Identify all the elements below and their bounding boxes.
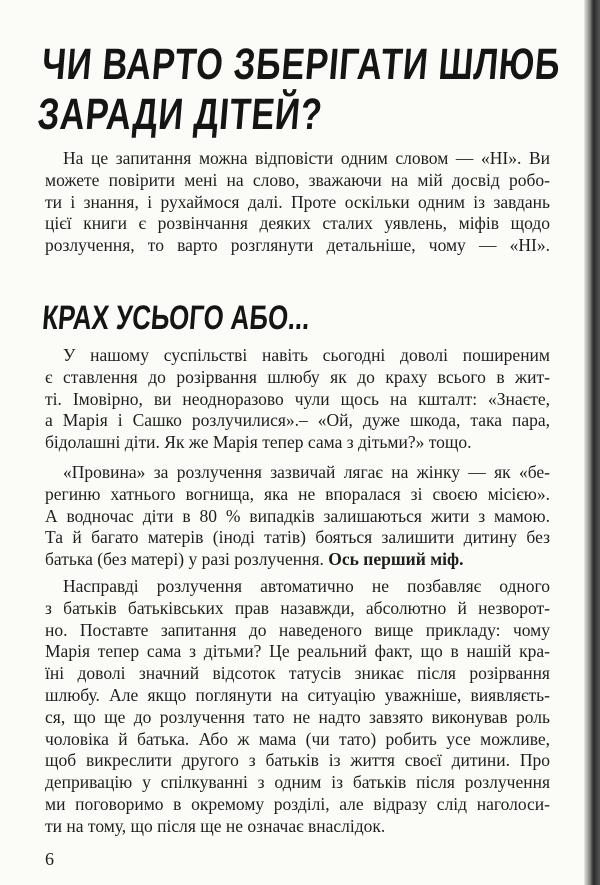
page-number: 6 — [45, 849, 54, 869]
page-edge-shadow — [584, 0, 600, 885]
text-line: региню хатнього вогнища, яка не впоралася зі своєю місією». — [45, 483, 550, 504]
text-line: Насправді розлучення автоматично не позбавляє одного — [63, 576, 550, 596]
text-line: «Провина» за розлучення зазвичай лягає на жінку — як «бе- — [63, 462, 550, 482]
text-line: а Марія і Сашко розлучилися».– «Ой, дуже шкода, така пара, — [45, 410, 550, 431]
text-line: можете повірити мені на слово, зважаючи на мій досвід робо- — [45, 169, 550, 190]
paragraph-blame — [45, 462, 550, 571]
text-line: ми поговоримо в окремому розділі, але відразу слід наголоси- — [45, 793, 550, 814]
text-line: Марія тепер сама з дітьми? Це реальний факт, що в нашій кра- — [45, 641, 550, 662]
paragraph-society — [45, 345, 550, 454]
text-line: цієї книги є розвінчання деяких сталих уявлень, міфів щодо — [45, 213, 550, 234]
text-line: ти і знання, і рухаймося далі. Проте оскільки одним із завдань — [45, 191, 550, 212]
text-line: На це запитання можна відповісти одним словом — «НІ». Ви — [63, 148, 550, 168]
paragraph-intro — [45, 148, 550, 257]
text-line: ся, що ще до розлучення тато не надто завзято виконував роль — [45, 706, 550, 727]
text-line: У нашому суспільстві навіть сьогодні доволі поширеним — [63, 345, 550, 365]
text-line: но. Поставте запитання до наведеного вище прикладу: чому — [45, 619, 550, 640]
text-line: розлучення, то варто розглянути детальніше, чому — «НІ». — [45, 235, 550, 256]
chapter-title-line: ЗАРАДИ ДІТЕЙ? — [35, 90, 325, 139]
text-line: бідолашні діти. Як же Марія тепер сама з дітьми?» тощо. — [45, 432, 472, 453]
text-line: їні доволі значний відсоток татусів зникає після розірвання — [45, 663, 550, 684]
text-line — [45, 549, 550, 571]
paragraph-reality — [45, 576, 550, 838]
section-heading: КРАХ УСЬОГО АБО... — [40, 299, 312, 337]
text-line: чоловіка й батька. Або ж мама (чи тато) робить усе можливе, — [45, 728, 550, 749]
first-myth-bold: Ось перший міф. — [328, 549, 464, 570]
text-line: Та й багато матерів (іноді татів) бояться залишити дитину без — [45, 527, 550, 548]
chapter-title-line: ЧИ ВАРТО ЗБЕРІГАТИ ШЛЮБ — [39, 40, 563, 89]
text-line: депривацію у спілкуванні з одним із батьків після розлучення — [45, 772, 550, 793]
text-line: ти на тому, що після ще не означає внаслідок. — [45, 815, 386, 836]
text-plain: батька (без матері) у разі розлучення. — [45, 549, 329, 570]
chapter-title — [36, 40, 563, 140]
text-line: ті. Імовірно, ви неодноразово чули щось на кшталт: «Знаєте, — [45, 388, 550, 409]
text-line: А водночас діти в 80 % випадків залишаються жити з мамою. — [45, 505, 550, 526]
text-line: є ставлення до розірвання шлюбу як до краху всього в жит- — [45, 366, 550, 387]
text-line: шлюбу. Але якщо поглянути на ситуацію уважніше, виявляєть- — [45, 684, 550, 705]
text-line: щоб викреслити другого з батьків із життя своєї дитини. Про — [45, 750, 550, 771]
text-line: з батьків батьківських прав назавжди, абсолютно й незворот- — [45, 597, 550, 618]
